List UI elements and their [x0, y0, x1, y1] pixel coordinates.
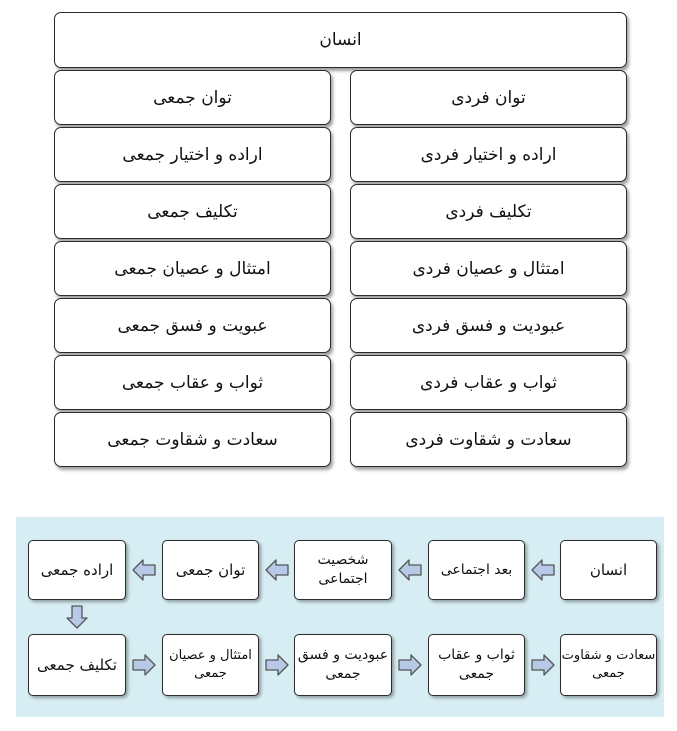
flow-box-collective-worship: عبودیت و فسق جمعی — [294, 634, 392, 696]
flow-box-collective-obedience: امتثال و عصیان جمعی — [162, 634, 259, 696]
collective-worship-box: عبویت و فسق جمعی — [54, 298, 331, 353]
individual-duty-box: تکلیف فردی — [350, 184, 627, 239]
flow-box-collective-will: اراده جمعی — [28, 540, 126, 600]
flow-box-human: انسان — [560, 540, 657, 600]
arrow-right-icon — [265, 653, 289, 677]
arrow-left-icon — [265, 558, 289, 582]
arrow-right-icon — [531, 653, 555, 677]
root-box-human — [54, 12, 627, 68]
flow-box-collective-reward: ثواب و عقاب جمعی — [428, 634, 525, 696]
flow-box-collective-felicity: سعادت و شقاوت جمعی — [560, 634, 657, 696]
collective-will-box: اراده و اختیار جمعی — [54, 127, 331, 182]
collective-duty-box: تکلیف جمعی — [54, 184, 331, 239]
individual-worship-box: عبودیت و فسق فردی — [350, 298, 627, 353]
collective-felicity-box: سعادت و شقاوت جمعی — [54, 412, 331, 467]
arrow-left-icon — [531, 558, 555, 582]
social-flow-diagram — [16, 517, 664, 717]
collective-obedience-box: امتثال و عصیان جمعی — [54, 241, 331, 296]
individual-obedience-box: امتثال و عصیان فردی — [350, 241, 627, 296]
arrow-right-icon — [132, 653, 156, 677]
flow-box-social-personality: شخصیت اجتماعی — [294, 540, 392, 600]
flow-box-collective-duty: تکلیف جمعی — [28, 634, 126, 696]
arrow-left-icon — [398, 558, 422, 582]
flow-box-collective-power: توان جمعی — [162, 540, 259, 600]
individual-felicity-box: سعادت و شقاوت فردی — [350, 412, 627, 467]
flow-box-social-dimension: بعد اجتماعی — [428, 540, 525, 600]
individual-reward-box: ثواب و عقاب فردی — [350, 355, 627, 410]
collective-power-box: توان جمعی — [54, 70, 331, 125]
collective-reward-box: ثواب و عقاب جمعی — [54, 355, 331, 410]
arrow-right-icon — [398, 653, 422, 677]
individual-power-box: توان فردی — [350, 70, 627, 125]
arrow-left-icon — [132, 558, 156, 582]
arrow-down-icon — [65, 605, 89, 629]
individual-will-box: اراده و اختیار فردی — [350, 127, 627, 182]
root-label: انسان — [319, 30, 362, 50]
